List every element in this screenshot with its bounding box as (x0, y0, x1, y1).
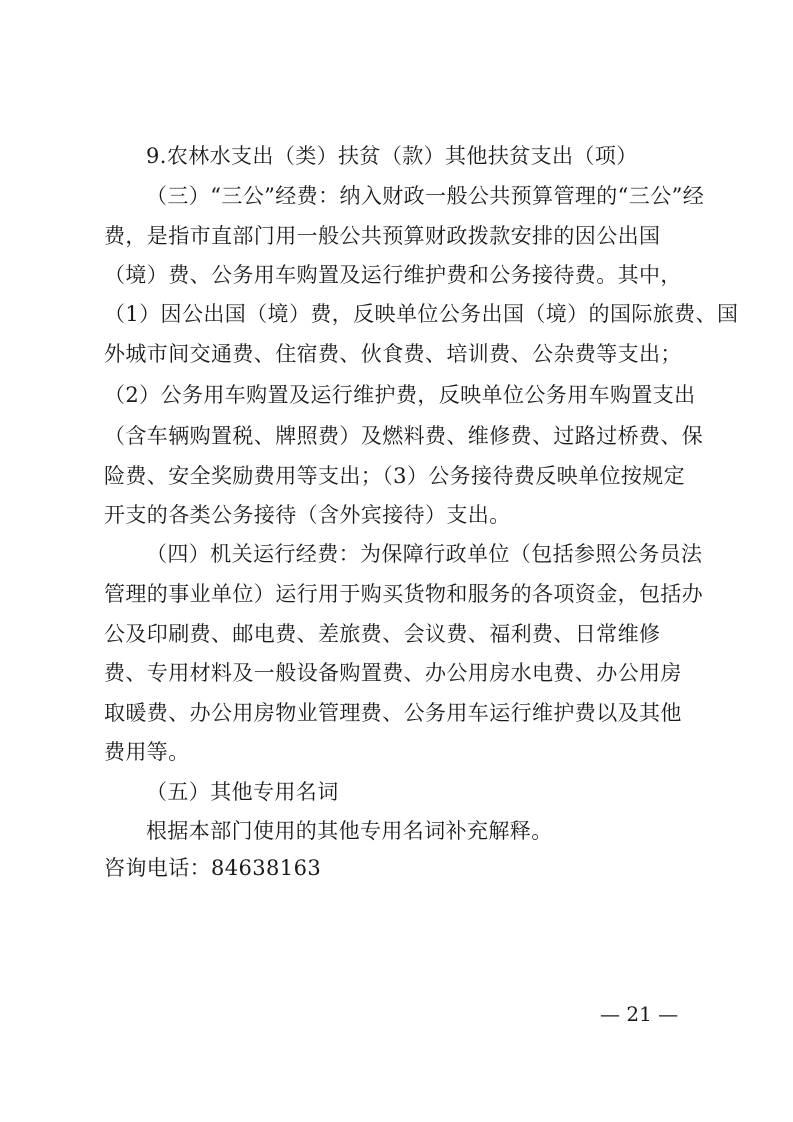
paragraph-line: （境）费、公务用车购置及运行维护费和公务接待费。其中， (104, 263, 682, 287)
paragraph-line: （1）因公出国（境）费，反映单位公务出国（境）的国际旅费、国 (104, 302, 739, 326)
paragraph-line: （2）公务用车购置及运行维护费，反映单位公务用车购置支出 (104, 383, 696, 407)
paragraph-line: （含车辆购置税、牌照费）及燃料费、维修费、过路过桥费、保 (104, 424, 704, 448)
paragraph-line: 开支的各类公务接待（含外宾接待）支出。 (104, 503, 511, 527)
paragraph-line: 费用等。 (104, 740, 190, 764)
paragraph-line: 外城市间交通费、住宿费、伙食费、培训费、公杂费等支出； (104, 342, 682, 366)
paragraph-line: 公及印刷费、邮电费、差旅费、会议费、福利费、日常维修 (104, 622, 661, 646)
contact-phone: 咨询电话：84638163 (104, 856, 322, 880)
paragraph-line: 险费、安全奖励费用等支出；（3）公务接待费反映单位按规定 (104, 464, 686, 488)
paragraph-line: 费，是指市直部门用一般公共预算财政拨款安排的因公出国 (104, 224, 661, 248)
paragraph-line: 9.农林水支出（类）扶贫（款）其他扶贫支出（项） (146, 144, 638, 168)
section-heading: （五）其他专用名词 (146, 780, 339, 804)
paragraph-line: 取暖费、办公用房物业管理费、公务用车运行维护费以及其他 (104, 701, 682, 725)
paragraph-line: （四）机关运行经费：为保障行政单位（包括参照公务员法 (146, 542, 703, 566)
paragraph-line: 费、专用材料及一般设备购置费、办公用房水电费、办公用房 (104, 661, 682, 685)
paragraph-line: 根据本部门使用的其他专用名词补充解释。 (146, 819, 553, 843)
page-number: — 21 — (600, 1002, 679, 1026)
paragraph-line: （三）“三公”经费：纳入财政一般公共预算管理的“三公”经 (146, 184, 705, 208)
paragraph-line: 管理的事业单位）运行用于购买货物和服务的各项资金，包括办 (104, 582, 704, 606)
